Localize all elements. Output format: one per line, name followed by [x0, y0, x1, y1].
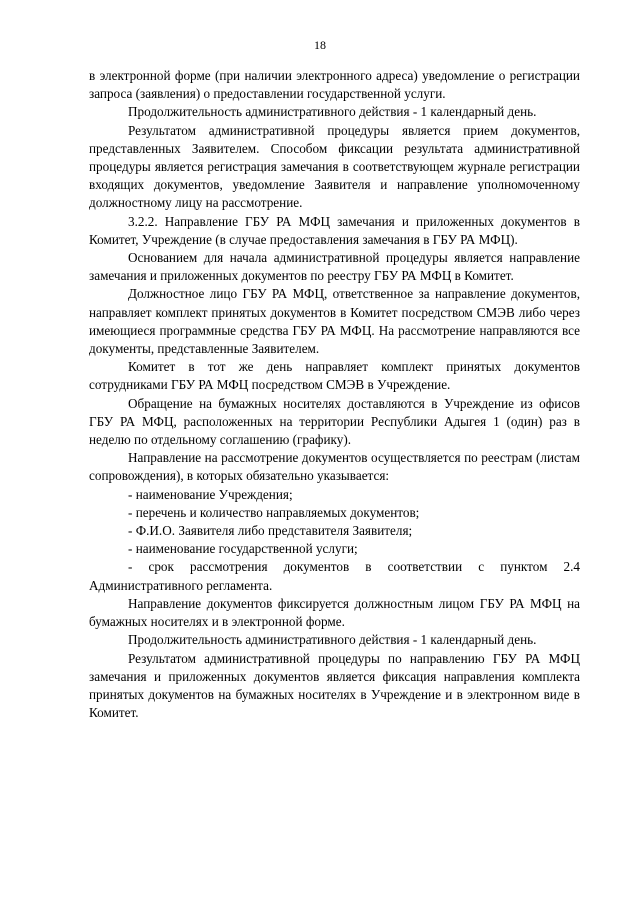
paragraph-result: Результатом административной процедуры является прием документов, представленных Заявителем. Способом фиксации результата административной процедуры является регистрация замечания в соответствующем журнале регистрации входящих документов, уведомление Заявителя и направление уполномоченному должностному лицу на рассмотрение.: [89, 122, 580, 211]
paragraph-committee: Комитет в тот же день направляет комплект принятых документов сотрудниками ГБУ РА МФЦ посредством СМЭВ в Учреждение.: [89, 359, 580, 393]
list-item: - перечень и количество направляемых документов;: [128, 504, 420, 520]
list-item: - наименование Учреждения;: [128, 486, 293, 502]
section-heading-3-2-2: 3.2.2. Направление ГБУ РА МФЦ замечания и приложенных документов в Комитет, Учреждение (в случае предоставления замечания в ГБУ РА МФЦ).: [89, 213, 580, 247]
paragraph-continuation: в электронной форме (при наличии электронного адреса) уведомление о регистрации запроса (заявления) о предоставлении государственной услуги.: [89, 68, 580, 102]
list-item: - Ф.И.О. Заявителя либо представителя Заявителя;: [128, 523, 413, 539]
paragraph-basis: Основанием для начала административной процедуры является направление замечания и приложенных документов по реестру ГБУ РА МФЦ в Комитет.: [89, 250, 580, 284]
paragraph-official: Должностное лицо ГБУ РА МФЦ, ответственное за направление документов, направляет комплект принятых документов в Комитет посредством СМЭВ либо через имеющиеся программные средства ГБУ РА МФЦ. На рассмотрение направляются все документы, представленные Заявителем.: [89, 286, 580, 357]
paragraph-final-result: Результатом административной процедуры по направлению ГБУ РА МФЦ замечания и приложенных документов является фиксация направления комплекта принятых документов на бумажных носителях в Учреждение и в электронном виде в Комитет.: [89, 650, 580, 721]
paragraph-duration-2: Продолжительность административного действия - 1 календарный день.: [128, 632, 537, 648]
paragraph-fixation: Направление документов фиксируется должностным лицом ГБУ РА МФЦ на бумажных носителях и в электронной форме.: [89, 595, 580, 630]
list-item: - наименование государственной услуги;: [128, 541, 358, 557]
document-body: [89, 67, 580, 722]
paragraph-registries: Направление на рассмотрение документов осуществляется по реестрам (листам сопровождения), в которых обязательно указывается:: [89, 450, 580, 484]
paragraph-duration: Продолжительность административного действия - 1 календарный день.: [128, 104, 537, 120]
list-item: - срок рассмотрения документов в соответствии с пунктом 2.4 Административного регламента.: [89, 559, 580, 593]
paragraph-paper-delivery: Обращение на бумажных носителях доставляются в Учреждение из офисов ГБУ РА МФЦ, расположенных на территории Республики Адыгея 1 (один) раз в неделю по отдельному соглашению (графику).: [89, 395, 580, 448]
page-number: 18: [314, 38, 326, 52]
